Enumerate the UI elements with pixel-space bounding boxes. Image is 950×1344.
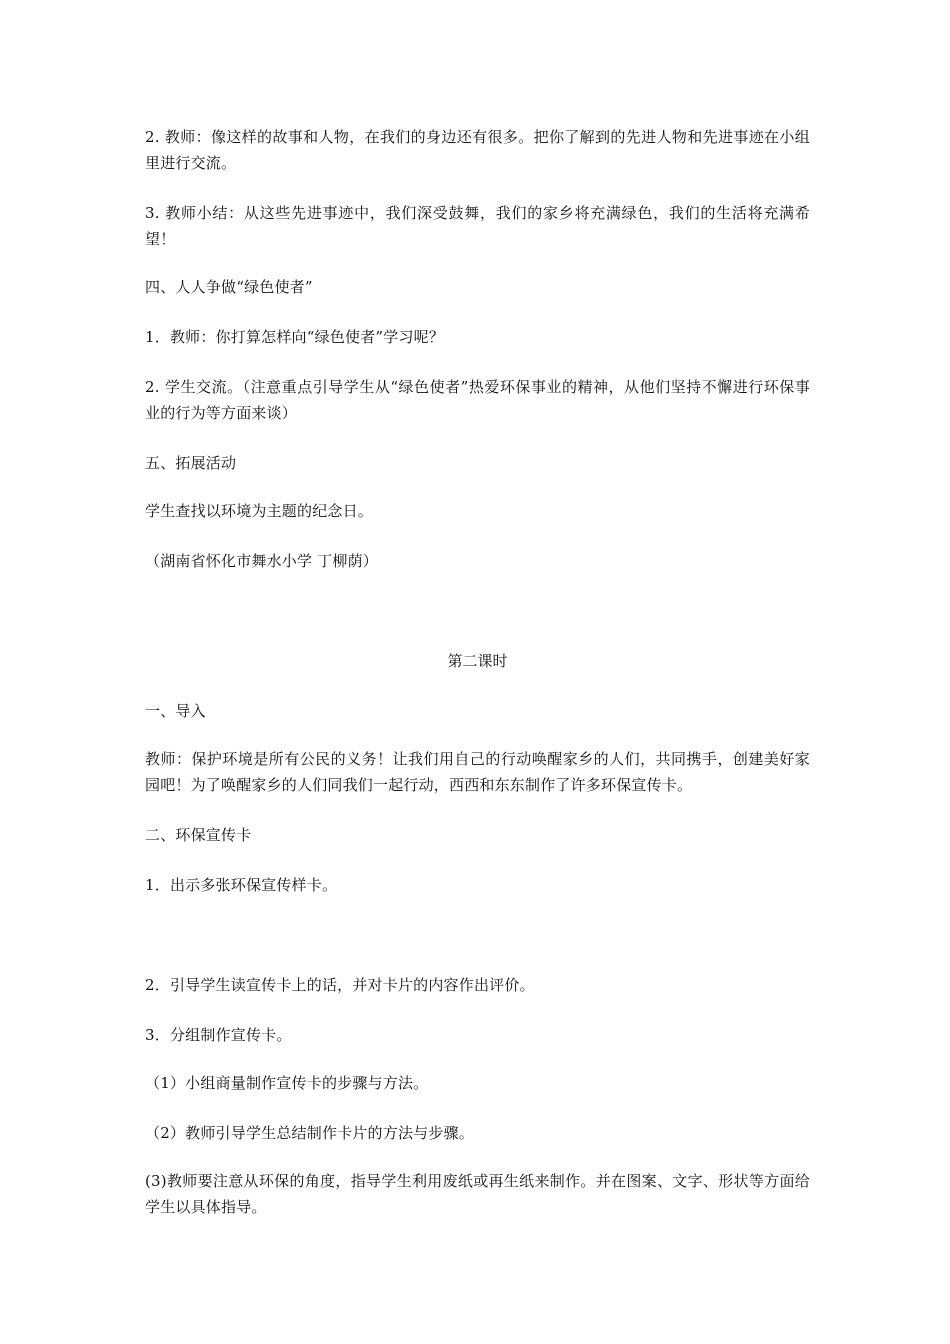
paragraph-introduction: 教师：保护环境是所有公民的义务！让我们用自己的行动唤醒家乡的人们，共同携手，创建美好家园吧！为了唤醒家乡的人们同我们一起行动，西西和东东制作了许多环保宣传卡。 <box>145 750 810 794</box>
author-attribution: （湖南省怀化市舞水小学 丁柳荫） <box>145 552 378 570</box>
heading-introduction: 一、导入 <box>145 702 206 720</box>
item-learn-from-envoy: 1．教师：你打算怎样向“绿色使者”学习呢？ <box>145 328 445 346</box>
subitem-eco-guidance: (3)教师要注意从环保的角度，指导学生利用废纸或再生纸来制作。并在图案、文字、形状等方面给学生以具体指导。 <box>145 1172 810 1216</box>
subitem-discuss-steps: （1）小组商量制作宣传卡的步骤与方法。 <box>145 1074 429 1092</box>
heading-extension-activity: 五、拓展活动 <box>145 454 237 472</box>
subitem-summarize-methods: （2）教师引导学生总结制作卡片的方法与步骤。 <box>145 1124 474 1142</box>
item-read-and-evaluate: 2．引导学生读宣传卡上的话，并对卡片的内容作出评价。 <box>145 976 535 994</box>
heading-eco-cards: 二、环保宣传卡 <box>145 826 252 844</box>
heading-green-envoy: 四、人人争做“绿色使者” <box>145 278 313 296</box>
paragraph-teacher-stories: 2. 教师：像这样的故事和人物，在我们的身边还有很多。把你了解到的先进人物和先进事迹在小组里进行交流。 <box>145 128 810 172</box>
paragraph-teacher-summary: 3. 教师小结：从这些先进事迹中，我们深受鼓舞，我们的家乡将充满绿色，我们的生活将充满希望！ <box>145 204 810 248</box>
item-show-sample-cards: 1．出示多张环保宣传样卡。 <box>145 876 338 894</box>
lesson-title: 第二课时 <box>447 652 508 670</box>
item-group-make-cards: 3．分组制作宣传卡。 <box>145 1026 292 1044</box>
item-find-memorial-days: 学生查找以环境为主题的纪念日。 <box>145 502 374 520</box>
item-student-discussion: 2. 学生交流。（注意重点引导学生从“绿色使者”热爱环保事业的精神，从他们坚持不懈进行环保事业的行为等方面来谈） <box>145 378 810 422</box>
